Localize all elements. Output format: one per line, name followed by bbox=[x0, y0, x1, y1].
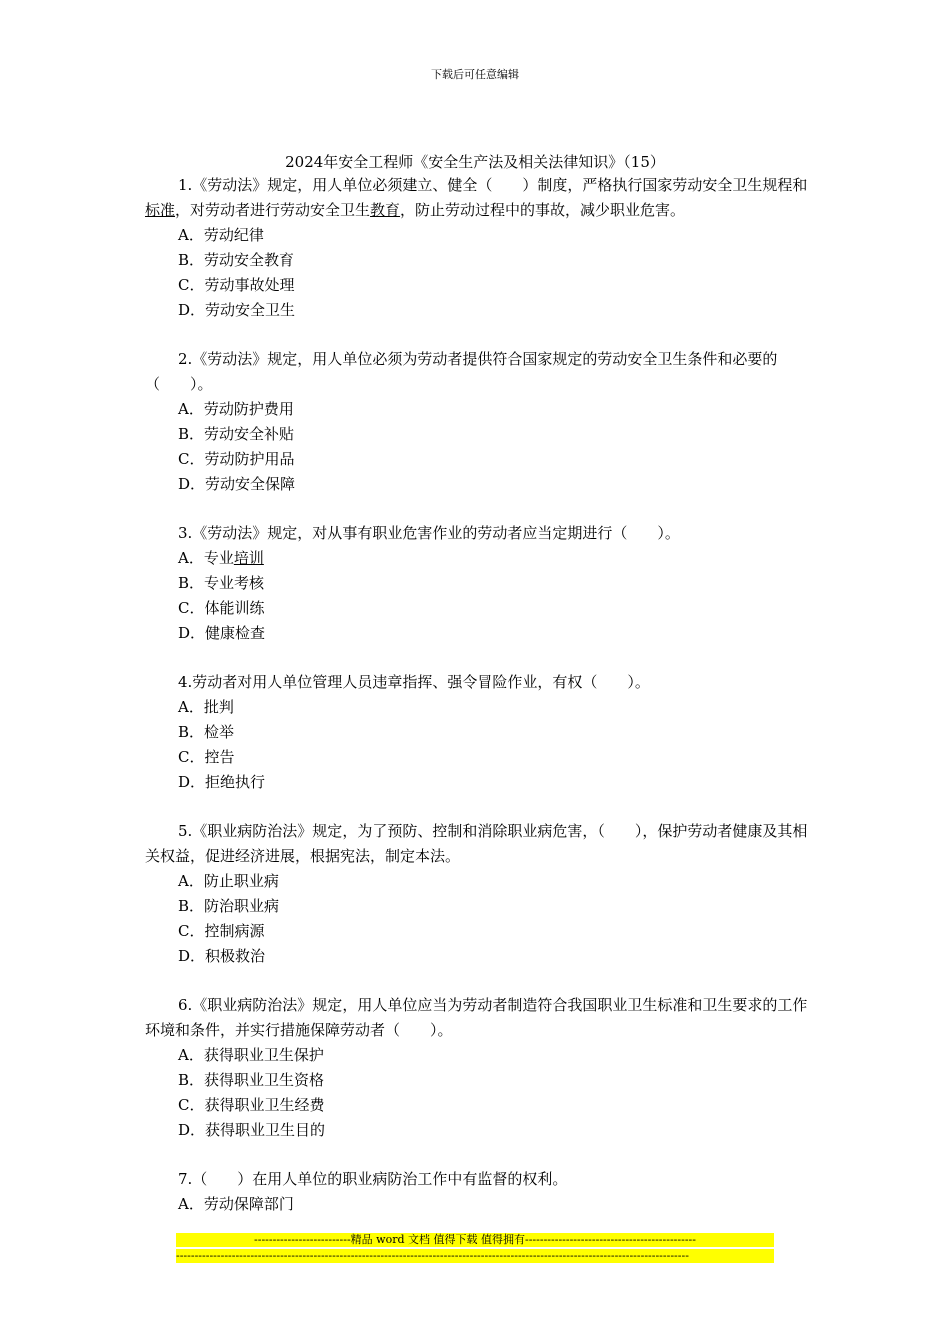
option-a: A．劳动防护费用 bbox=[178, 400, 294, 418]
question-3 bbox=[145, 521, 810, 646]
page-header: 下载后可任意编辑 bbox=[431, 68, 519, 81]
option-b: B．获得职业卫生资格 bbox=[178, 1071, 325, 1089]
option-a: A．专业培训 bbox=[178, 549, 264, 567]
option-a: A．防止职业病 bbox=[178, 872, 279, 890]
question-text: 5.《职业病防治法》规定，为了预防、控制和消除职业病危害，（ ），保护劳动者健康及其相关权益，促进经济进展，根据宪法，制定本法。 bbox=[145, 822, 808, 865]
option-b: B．防治职业病 bbox=[178, 897, 280, 915]
option-d: D．健康检查 bbox=[178, 624, 266, 642]
option-d: D．获得职业卫生目的 bbox=[178, 1121, 326, 1139]
option-c: C．劳动事故处理 bbox=[178, 276, 295, 294]
option-c: C．控告 bbox=[178, 748, 235, 766]
link-standard[interactable]: 标准 bbox=[145, 201, 176, 219]
question-text: 2.《劳动法》规定，用人单位必须为劳动者提供符合国家规定的劳动安全卫生条件和必要的（ ）。 bbox=[145, 350, 778, 393]
question-6 bbox=[145, 993, 810, 1143]
link-training[interactable]: 培训 bbox=[233, 549, 264, 567]
option-d: D．积极救治 bbox=[178, 947, 266, 965]
question-text: 6.《职业病防治法》规定，用人单位应当为劳动者制造符合我国职业卫生标准和卫生要求的工作环境和条件，并实行措施保障劳动者（ ）。 bbox=[145, 996, 808, 1039]
option-b: B．劳动安全教育 bbox=[178, 251, 295, 269]
option-a: A．劳动保障部门 bbox=[178, 1195, 294, 1213]
option-b: B．专业考核 bbox=[178, 574, 265, 592]
document-title: 2024年安全工程师《安全生产法及相关法律知识》（15） bbox=[285, 153, 665, 171]
option-d: D．劳动安全卫生 bbox=[178, 301, 296, 319]
option-c: C．劳动防护用品 bbox=[178, 450, 295, 468]
question-7 bbox=[145, 1167, 810, 1217]
question-text: 3.《劳动法》规定，对从事有职业危害作业的劳动者应当定期进行（ ）。 bbox=[178, 524, 680, 542]
footer-divider: ------------------------------------------------------------------------------------------------------------------------------------------ bbox=[176, 1249, 774, 1263]
question-text: 1.《劳动法》规定，用人单位必须建立、健全（ ）制度，严格执行国家劳动安全卫生规程和标准，对劳动者进行劳动安全卫生教育，防止劳动过程中的事故，减少职业危害。 bbox=[145, 176, 808, 219]
option-c: C．体能训练 bbox=[178, 599, 265, 617]
option-c: C．获得职业卫生经费 bbox=[178, 1096, 325, 1114]
question-text: 4.劳动者对用人单位管理人员违章指挥、强令冒险作业，有权（ ）。 bbox=[178, 673, 650, 691]
option-a: A．获得职业卫生保护 bbox=[178, 1046, 324, 1064]
option-b: B．劳动安全补贴 bbox=[178, 425, 295, 443]
link-education[interactable]: 教育 bbox=[370, 201, 401, 219]
option-c: C．控制病源 bbox=[178, 922, 265, 940]
question-4 bbox=[145, 670, 810, 795]
option-d: D．拒绝执行 bbox=[178, 773, 266, 791]
question-2 bbox=[145, 347, 810, 497]
footer-banner: --------------------------精品 word 文档 值得下载 值得拥有---------------------------------------------- bbox=[176, 1233, 774, 1247]
option-d: D．劳动安全保障 bbox=[178, 475, 296, 493]
question-5 bbox=[145, 819, 810, 969]
question-list bbox=[145, 173, 810, 1217]
option-a: A．劳动纪律 bbox=[178, 226, 264, 244]
option-a: A．批判 bbox=[178, 698, 234, 716]
option-b: B．检举 bbox=[178, 723, 235, 741]
question-1 bbox=[145, 173, 810, 323]
question-text: 7.（ ）在用人单位的职业病防治工作中有监督的权利。 bbox=[178, 1170, 568, 1188]
